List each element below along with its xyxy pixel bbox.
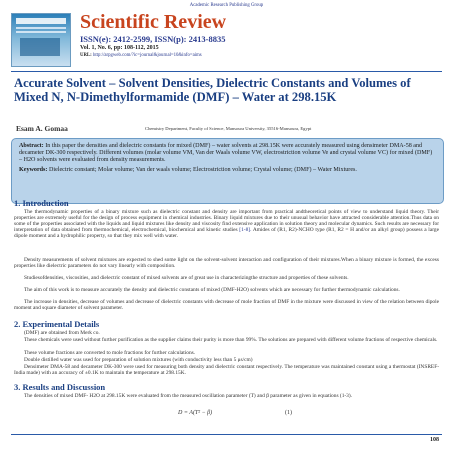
section-heading-introduction: 1. Introduction	[14, 198, 69, 208]
publisher-line: Academic Research Publishing Group	[189, 3, 264, 8]
footer-rule	[11, 434, 442, 435]
exp-paragraph-2: These chemicals were used without further purification as the supplier claims their purity is more than 99%. The solutions are prepared with different volume fractions of respective chemicals.	[24, 337, 438, 343]
keywords-label: Keywords:	[19, 166, 48, 173]
equation-text: D = A(T² − β)	[178, 410, 213, 416]
intro-paragraph-2: Density measurements of solvent mixtures are expected to shed some light on the solvent-solvent interaction and configuration of their mixtures.When a binary mixture is formed, the excess properties like dielectric parameters do not vary linearly with composition.	[14, 257, 439, 270]
intro-paragraph-1: The thermodynamic properties of a binary mixture such as dielectric constant and density are important from practical andtheoretical points of view to understand liquid theory. Their properties are extremely useful for the design of process equipment in chemical industries. Binary liquid mixtures due to their unusual behavior have attracted considerable attention.Thus data on some of the properties associated with the liquids and liquid mixtures like density and viscosity find extensive application in solution theory and molecular dynamics. Such results are necessary for interpretation of data obtained from thermochemical, electrochemical, biochemical and kinetic studies [1-8]. Amides of (R1, R2)-NCHO type (R1, R2 = H and/or an alkyl group) possess a large dipole moment and a hydrophilic property, so that they mix well with water.	[14, 209, 439, 240]
results-paragraph-1: The densities of mixed DMF- H2O at 298.15K were evaluated from the measured oscillation parameter (T) and β parameter as given in equations (1-3).	[24, 393, 353, 399]
section-heading-results: 3. Results and Discussion	[14, 382, 106, 392]
exp-paragraph-4: Double distilled water was used for preparation of solution mixtures (with conductivity less than 5 μs/cm)	[24, 357, 253, 363]
header-rule	[11, 71, 442, 72]
volume-info: Vol. 1, No. 6, pp: 108-112, 2015	[80, 45, 159, 51]
journal-url: URL: http://arpgweb.com/?ic=journal&journal=10&info=aims	[80, 53, 202, 58]
intro-paragraph-3: Studiesofdensities, viscosities, and dielectric constant of mixed solvents are of great use in characterizingthe structure and properties of these solvents.	[24, 275, 349, 281]
paper-title: Accurate Solvent – Solvent Densities, Dielectric Constants and Volumes of Mixed N, N-Dimethylformamide (DMF) – Water at 298.15K	[14, 76, 411, 104]
affiliation: Chemistry Department, Faculty of Science, Mansoura University, 35516-Mansoura, Egypt	[145, 126, 312, 131]
journal-header	[11, 13, 442, 65]
exp-paragraph-3: These volume fractions are converted to mole fractions for further calculations.	[24, 350, 196, 356]
issn: ISSN(e): 2412-2599, ISSN(p): 2413-8835	[80, 34, 226, 44]
citation-link[interactable]: [1-8].	[239, 227, 252, 234]
exp-paragraph-1: (DMF) are obtained from Merk co.	[24, 330, 100, 336]
url-link[interactable]: http://arpgweb.com/?ic=journal&journal=10&info=aims	[92, 53, 202, 58]
page-number: 108	[430, 437, 439, 443]
abstract-label: Abstract:	[19, 143, 44, 149]
author-name: Esam A. Gomaa	[16, 124, 68, 133]
journal-name: Scientific Review	[80, 11, 227, 33]
intro-paragraph-5: The increase in densities, decrease of volumes and decrease of dielectric constants with decrease of mole fraction of DMF in the mixture were discussed in view of the relation between dipole moment and square diameter of solvent parameter.	[14, 299, 439, 312]
keywords-text: Dielectric constant; Molar volume; Van der waals volume; Electrostriction volume; Crystal volume; (DMF) – Water Mixtures.	[48, 166, 357, 173]
equation-number: (1)	[285, 410, 292, 416]
abstract-box	[11, 138, 444, 204]
journal-cover-image	[11, 13, 71, 67]
intro-paragraph-4: The aim of this work is to measure accurately the density and dielectric constants of mixed (DMF-H2O) solvents which are necessary for further thermodynamic calculations.	[24, 287, 400, 293]
section-heading-experimental: 2. Experimental Details	[14, 319, 100, 329]
exp-paragraph-5: Densimeter DMA-58 and decameter DK-300 were used for measuring both density and dielectric constant respectively. The temperature was maintained constant using a thermostat (INSREF-India made) with an accuracy of ±0.1K to maintain the temperature at 298.15K.	[14, 364, 439, 377]
abstract-text: In this paper the densities and dielectric constants for mixed (DMF) – water solvents at 298.15K were accurately measured using densimeter DMA-58 and decameter DK-300 respectively. Different volumes (molar volume VM, Van der Waals volume VW, electrostriction volume Ve and crystal volume VC) for mixed (DMF) – H2O solvents were evaluated from density measurements.	[19, 143, 433, 164]
